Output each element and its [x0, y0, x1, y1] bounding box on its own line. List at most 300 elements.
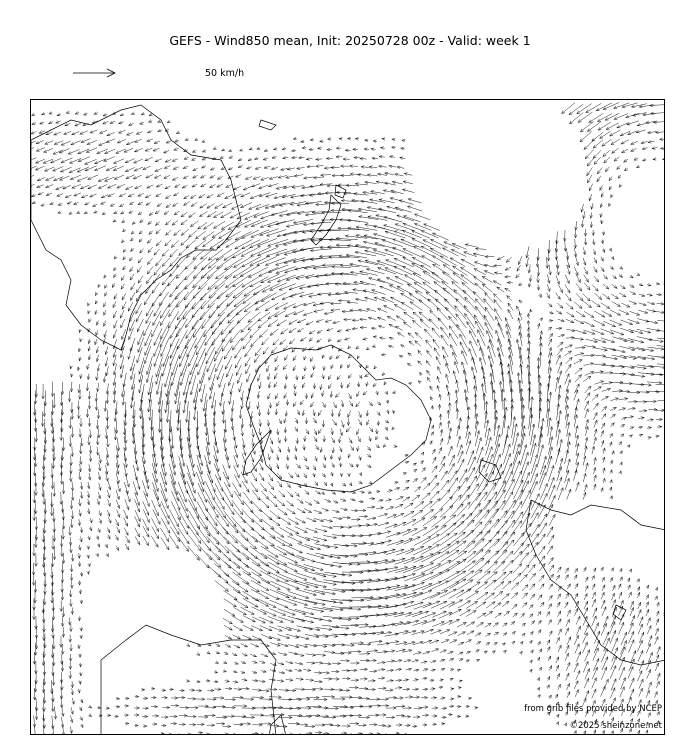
wind-vector-arrow [269, 464, 272, 470]
wind-vector-arrow [53, 482, 56, 496]
wind-vector-arrow [629, 301, 637, 304]
wind-vector-arrow [458, 580, 473, 590]
wind-vector-arrow [556, 311, 562, 315]
wind-vector-arrow [379, 208, 397, 213]
wind-vector-arrow [349, 463, 353, 466]
wind-vector-arrow [249, 267, 268, 277]
wind-vector-arrow [466, 715, 469, 718]
wind-vector-arrow [107, 714, 111, 717]
wind-vector-arrow [397, 286, 412, 294]
wind-vector-arrow [529, 669, 532, 673]
wind-vector-arrow [71, 141, 81, 145]
wind-vector-arrow [96, 373, 99, 381]
wind-vector-arrow [243, 492, 252, 504]
wind-vector-arrow [346, 427, 351, 432]
wind-vector-arrow [483, 393, 486, 410]
wind-vector-arrow [564, 723, 567, 727]
wind-vector-arrow [432, 449, 435, 454]
wind-vector-arrow [293, 356, 296, 361]
wind-vector-arrow [502, 415, 506, 436]
wind-vector-arrow [557, 404, 560, 421]
wind-vector-arrow [139, 238, 142, 242]
wind-vector-arrow [237, 373, 241, 383]
wind-vector-arrow [482, 284, 492, 292]
wind-vector-arrow [583, 376, 591, 381]
wind-vector-arrow [593, 150, 601, 158]
wind-vector-arrow [612, 302, 621, 307]
wind-vector-arrow [359, 472, 362, 476]
wind-vector-arrow [69, 590, 72, 598]
wind-vector-arrow [467, 407, 470, 420]
wind-vector-arrow [600, 131, 611, 139]
wind-vector-arrow [494, 632, 498, 635]
wind-vector-arrow [546, 257, 549, 268]
wind-vector-arrow [548, 360, 551, 374]
wind-vector-arrow [304, 436, 307, 442]
wind-vector-arrow [386, 507, 394, 510]
wind-vector-arrow [429, 417, 432, 420]
wind-vector-arrow [594, 293, 602, 299]
wind-vector-arrow [172, 221, 178, 226]
wind-vector-arrow [297, 483, 301, 488]
wind-vector-arrow [485, 539, 499, 553]
wind-vector-arrow [448, 446, 452, 456]
wind-vector-arrow [153, 490, 160, 507]
wind-vector-arrow [87, 555, 90, 559]
wind-vector-arrow [575, 584, 578, 589]
wind-vector-arrow [97, 409, 100, 418]
wind-vector-arrow [592, 132, 603, 141]
wind-vector-arrow [609, 203, 612, 206]
wind-vector-arrow [610, 266, 613, 270]
wind-vector-arrow [225, 517, 239, 533]
wind-vector-arrow [114, 428, 117, 441]
wind-vector-arrow [60, 535, 63, 547]
wind-vector-arrow [296, 589, 317, 596]
wind-vector-arrow [96, 553, 99, 557]
wind-vector-arrow [475, 633, 481, 637]
wind-vector-arrow [655, 596, 658, 600]
wind-vector-arrow [574, 248, 577, 257]
wind-vector-arrow [374, 297, 386, 302]
wind-vector-arrow [602, 730, 605, 734]
wind-vector-arrow [575, 368, 582, 374]
wind-vector-arrow [148, 375, 153, 395]
wind-vector-arrow [125, 499, 129, 510]
wind-vector-arrow [646, 310, 655, 313]
wind-vector-arrow [146, 310, 153, 324]
wind-vector-arrow [323, 366, 326, 371]
wind-vector-arrow [548, 535, 554, 544]
wind-vector-arrow [274, 373, 277, 379]
wind-vector-arrow [241, 193, 250, 197]
wind-vector-arrow [566, 319, 574, 323]
wind-vector-arrow [439, 422, 442, 428]
wind-vector-arrow [612, 284, 617, 288]
wind-vector-arrow [254, 157, 258, 160]
wind-vector-arrow [107, 528, 110, 533]
wind-vector-arrow [359, 716, 370, 719]
wind-vector-arrow [310, 138, 314, 141]
wind-vector-arrow [547, 383, 550, 401]
wind-vector-arrow [647, 618, 650, 626]
wind-vector-arrow [193, 320, 205, 338]
wind-vector-arrow [364, 148, 369, 151]
wind-vector-arrow [457, 695, 461, 698]
wind-vector-arrow [402, 139, 405, 142]
wind-vector-arrow [366, 347, 370, 350]
wind-vector-arrow [285, 411, 288, 417]
wind-vector-arrow [507, 296, 513, 301]
wind-vector-arrow [135, 500, 140, 513]
wind-vector-arrow [178, 482, 186, 502]
wind-vector-arrow [205, 528, 219, 545]
wind-vector-arrow [138, 193, 144, 196]
wind-vector-arrow [647, 347, 664, 350]
wind-vector-arrow [276, 220, 295, 226]
wind-vector-arrow [284, 383, 287, 389]
wind-vector-arrow [72, 184, 81, 188]
wind-vector-arrow [657, 426, 662, 429]
wind-vector-arrow [634, 158, 638, 161]
wind-vector-arrow [215, 644, 220, 647]
wind-vector-arrow [638, 610, 642, 618]
wind-vector-arrow [413, 716, 420, 719]
wind-vector-arrow [147, 266, 153, 274]
wind-vector-arrow [242, 653, 248, 656]
wind-vector-arrow [69, 212, 73, 215]
wind-vector-arrow [106, 139, 115, 143]
wind-vector-arrow [369, 166, 377, 169]
wind-vector-arrow [430, 570, 449, 580]
wind-vector-arrow [647, 419, 653, 422]
wind-vector-arrow [392, 426, 395, 429]
wind-vector-arrow [628, 400, 637, 403]
wind-vector-arrow [522, 593, 528, 599]
wind-vector-arrow [530, 584, 535, 590]
wind-vector-arrow [369, 586, 391, 590]
wind-vector-arrow [115, 535, 118, 541]
wind-vector-arrow [310, 357, 313, 361]
wind-vector-arrow [52, 536, 55, 550]
wind-vector-arrow [420, 319, 429, 328]
wind-vector-arrow [395, 173, 404, 176]
wind-vector-arrow [448, 651, 454, 654]
wind-vector-arrow [418, 350, 422, 355]
wind-vector-arrow [154, 249, 160, 255]
wind-vector-arrow [304, 509, 312, 513]
wind-vector-arrow [430, 491, 439, 500]
wind-vector-arrow [178, 517, 188, 534]
wind-vector-arrow [156, 240, 161, 245]
wind-vector-arrow [484, 271, 494, 275]
wind-vector-arrow [378, 704, 389, 707]
wind-vector-arrow [181, 229, 189, 235]
wind-vector-arrow [205, 339, 215, 356]
wind-vector-arrow [423, 526, 439, 536]
wind-vector-arrow [80, 338, 83, 342]
wind-vector-arrow [234, 608, 247, 615]
wind-vector-arrow [123, 249, 126, 252]
wind-vector-arrow [185, 276, 198, 290]
wind-vector-arrow [316, 158, 323, 161]
wind-vector-arrow [395, 668, 402, 671]
wind-vector-arrow [503, 633, 507, 636]
wind-vector-arrow [443, 265, 459, 276]
wind-vector-arrow [447, 410, 450, 418]
wind-vector-arrow [192, 293, 206, 309]
wind-vector-arrow [105, 177, 115, 181]
wind-vector-arrow [33, 490, 36, 503]
wind-vector-arrow [79, 672, 82, 676]
wind-vector-arrow [333, 689, 343, 692]
wind-vector-arrow [457, 426, 460, 437]
wind-vector-arrow [502, 601, 509, 607]
wind-vector-arrow [196, 337, 206, 355]
wind-vector-arrow [71, 482, 74, 491]
wind-vector-arrow [521, 613, 525, 617]
wind-vector-arrow [146, 202, 151, 205]
wind-vector-arrow [305, 393, 308, 399]
wind-vector-arrow [455, 361, 460, 373]
wind-vector-arrow [268, 265, 288, 273]
wind-vector-arrow [342, 725, 351, 728]
wind-vector-arrow [151, 687, 154, 690]
wind-vector-arrow [421, 661, 427, 664]
wind-vector-arrow [456, 299, 469, 313]
wind-vector-arrow [458, 652, 463, 655]
wind-vector-arrow [476, 248, 487, 251]
wind-vector-arrow [136, 132, 142, 135]
wind-vector-arrow [302, 410, 305, 416]
wind-vector-arrow [439, 612, 452, 618]
wind-vector-arrow [661, 147, 666, 150]
wind-vector-arrow [31, 141, 36, 144]
wind-vector-arrow [294, 454, 297, 459]
wind-vector-arrow [137, 266, 142, 272]
wind-vector-arrow [323, 519, 332, 522]
wind-vector-arrow [583, 247, 586, 254]
wind-vector-arrow [414, 603, 432, 609]
wind-vector-arrow [519, 332, 522, 346]
wind-vector-arrow [519, 283, 522, 286]
wind-vector-arrow [610, 460, 613, 464]
wind-vector-arrow [206, 482, 215, 501]
wind-vector-arrow [440, 650, 447, 653]
wind-vector-arrow [583, 354, 594, 357]
wind-vector-arrow [655, 663, 659, 671]
wind-vector-arrow [367, 207, 385, 211]
wind-vector-arrow [44, 148, 53, 152]
wind-vector-arrow [71, 554, 74, 561]
wind-vector-arrow [183, 166, 188, 169]
wind-vector-arrow [170, 249, 178, 257]
wind-vector-arrow [378, 668, 385, 671]
wind-vector-arrow [320, 384, 323, 390]
wind-vector-arrow [198, 356, 206, 375]
wind-vector-arrow [184, 202, 190, 206]
wind-vector-arrow [594, 420, 597, 428]
wind-vector-arrow [333, 402, 336, 408]
wind-vector-arrow [655, 637, 658, 645]
wind-vector-arrow [610, 577, 613, 582]
wind-vector-arrow [350, 271, 368, 275]
wind-vector-arrow [331, 428, 334, 435]
wind-vector-arrow [611, 256, 614, 259]
wind-vector-arrow [448, 392, 451, 401]
wind-vector-arrow [40, 121, 45, 124]
wind-vector-arrow [648, 636, 652, 645]
wind-vector-arrow [258, 374, 261, 381]
wind-vector-arrow [121, 319, 125, 328]
wind-vector-arrow [390, 297, 403, 303]
wind-vector-arrow [282, 294, 297, 300]
wind-vector-arrow [567, 637, 571, 645]
wind-vector-arrow [273, 147, 277, 150]
wind-vector-arrow [174, 193, 179, 196]
wind-vector-arrow [472, 357, 477, 373]
wind-vector-arrow [189, 535, 201, 551]
wind-vector-arrow [581, 220, 584, 228]
wind-vector-arrow [656, 384, 665, 387]
wind-vector-arrow [302, 146, 306, 149]
wind-vector-arrow [126, 141, 134, 144]
wind-vector-arrow [369, 723, 377, 726]
wind-vector-arrow [474, 262, 486, 267]
wind-vector-arrow [629, 285, 634, 288]
wind-vector-arrow [174, 230, 181, 236]
wind-vector-arrow [350, 446, 353, 451]
wind-vector-arrow [386, 707, 396, 710]
wind-vector-arrow [287, 536, 302, 543]
wind-vector-arrow [243, 187, 251, 191]
wind-vector-arrow [574, 229, 577, 238]
wind-vector-arrow [631, 149, 637, 152]
wind-vector-arrow [338, 437, 341, 443]
wind-vector-arrow [282, 147, 286, 150]
wind-vector-arrow [352, 319, 359, 322]
wind-vector-arrow [286, 455, 289, 460]
wind-vector-arrow [537, 678, 540, 682]
wind-vector-arrow [79, 680, 82, 684]
wind-vector-arrow [465, 244, 477, 248]
wind-vector-arrow [583, 492, 586, 499]
wind-vector-arrow [96, 330, 99, 335]
wind-vector-arrow [665, 695, 666, 700]
wind-vector-arrow [610, 470, 613, 474]
wind-vector-arrow [385, 593, 406, 598]
wind-vector-arrow [403, 189, 415, 193]
wind-vector-arrow [434, 348, 440, 357]
wind-vector-arrow [322, 695, 335, 698]
wind-vector-arrow [145, 157, 153, 160]
wind-vector-arrow [619, 266, 622, 269]
wind-vector-arrow [216, 722, 225, 725]
wind-vector-arrow [340, 383, 343, 389]
wind-vector-arrow [649, 408, 658, 411]
wind-vector-arrow [342, 677, 350, 680]
wind-vector-arrow [592, 592, 595, 599]
wind-vector-arrow [35, 554, 38, 567]
wind-vector-arrow [412, 660, 419, 663]
wind-vector-arrow [216, 266, 233, 279]
wind-vector-arrow [253, 285, 270, 295]
wind-vector-arrow [114, 175, 124, 179]
wind-vector-arrow [449, 600, 463, 608]
wind-vector-arrow [169, 688, 173, 691]
wind-vector-arrow [548, 620, 551, 625]
wind-vector-arrow [396, 326, 403, 330]
wind-vector-arrow [164, 166, 170, 169]
wind-vector-arrow [664, 364, 665, 367]
reference-vector-label: 50 km/h [205, 68, 245, 79]
wind-vector-arrow [189, 456, 195, 477]
wind-vector-arrow [238, 165, 243, 168]
wind-vector-arrow [367, 506, 375, 509]
wind-vector-arrow [538, 620, 541, 624]
wind-vector-arrow [441, 722, 445, 725]
wind-vector-arrow [601, 303, 610, 309]
wind-vector-arrow [234, 662, 238, 665]
wind-vector-arrow [468, 451, 474, 466]
wind-vector-arrow [619, 408, 626, 411]
wind-vector-arrow [530, 573, 536, 580]
wind-vector-arrow [457, 705, 461, 708]
wind-vector-arrow [120, 204, 125, 207]
wind-vector-arrow [529, 554, 536, 563]
wind-vector-arrow [566, 379, 570, 391]
wind-vector-arrow [323, 463, 326, 468]
wind-vector-arrow [519, 651, 522, 654]
wind-vector-arrow [208, 292, 224, 308]
wind-vector-arrow [324, 688, 334, 691]
wind-vector-arrow [454, 290, 468, 303]
wind-vector-arrow [439, 686, 443, 689]
wind-vector-arrow [297, 508, 305, 513]
wind-vector-arrow [346, 184, 359, 187]
wind-vector-arrow [392, 181, 403, 184]
wind-vector-arrow [164, 175, 170, 178]
wind-vector-arrow [448, 632, 457, 636]
wind-vector-arrow [309, 148, 314, 151]
wind-vector-arrow [646, 661, 650, 671]
wind-vector-arrow [378, 402, 381, 406]
wind-vector-arrow [170, 518, 180, 534]
wind-vector-arrow [622, 149, 628, 153]
wind-vector-arrow [426, 361, 430, 367]
wind-vector-arrow [114, 294, 117, 300]
wind-vector-arrow [104, 401, 107, 412]
wind-vector-arrow [494, 591, 503, 598]
wind-vector-arrow [51, 644, 54, 657]
wind-vector-arrow [316, 165, 324, 168]
wind-vector-arrow [449, 659, 454, 662]
wind-vector-arrow [583, 258, 586, 265]
wind-vector-arrow [347, 137, 351, 140]
wind-vector-arrow [387, 696, 396, 699]
wind-vector-arrow [458, 451, 463, 463]
wind-vector-arrow [385, 558, 405, 564]
wind-vector-arrow [231, 400, 234, 411]
wind-vector-arrow [34, 535, 37, 548]
wind-vector-arrow [114, 267, 117, 270]
wind-vector-arrow [336, 147, 341, 150]
wind-vector-arrow [259, 419, 262, 426]
wind-vector-arrow [558, 488, 563, 500]
wind-vector-arrow [479, 358, 484, 375]
wind-vector-arrow [305, 202, 322, 205]
wind-vector-arrow [629, 592, 632, 598]
